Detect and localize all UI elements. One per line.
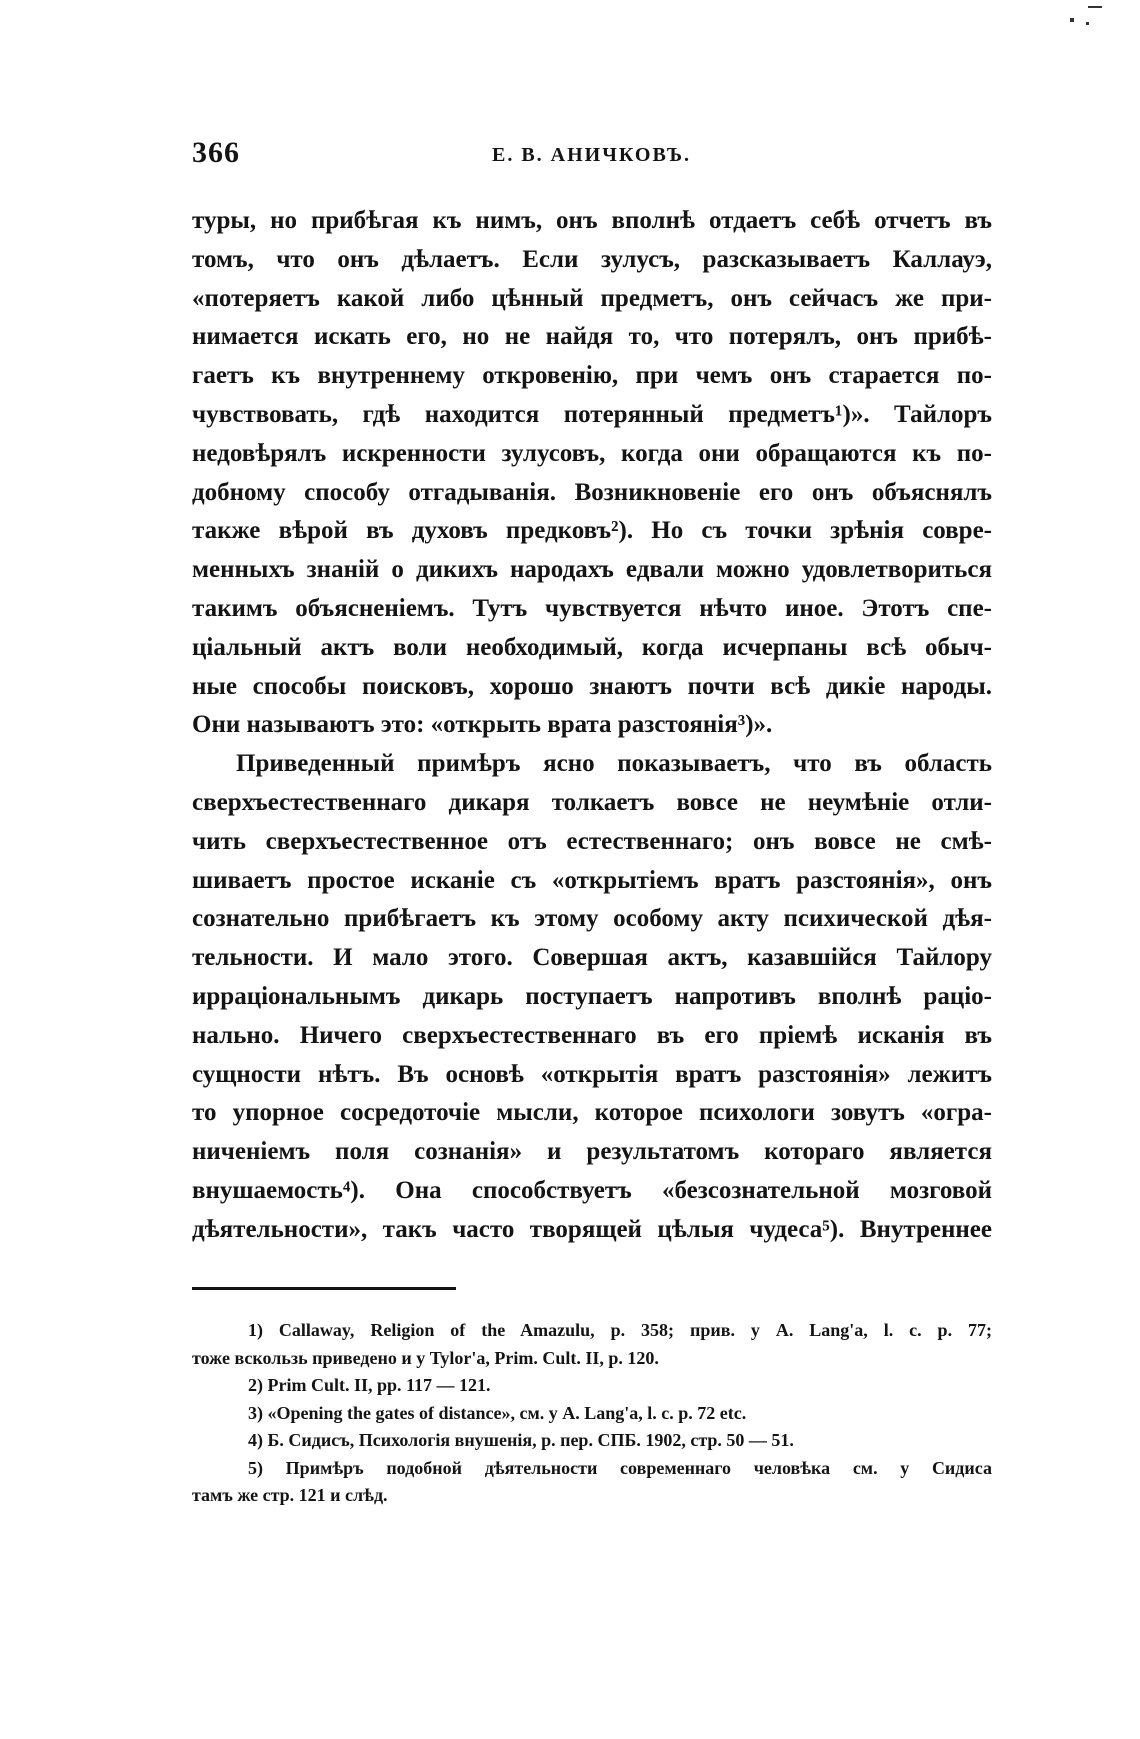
footnote-line: 5) Примѣръ подобной дѣятельности современнаго человѣка см. у Сидиса — [248, 1457, 992, 1478]
footnote-line: 2) Prim Cult. II, pp. 117 — 121. — [248, 1375, 491, 1395]
main-text — [192, 202, 992, 1250]
text-line: такимъ объясненіемъ. Тутъ чувствуется нѣчто иное. Этотъ спе- — [192, 594, 992, 622]
footnotes — [192, 1317, 992, 1510]
footnote-line: 3) «Opening the gates of distance», см. у A. Lang'a, l. c. p. 72 etc. — [248, 1402, 747, 1423]
text-line: «потеряетъ какой либо цѣнный предметъ, онъ сейчасъ же при- — [192, 284, 992, 312]
text-line: Они называютъ это: «открыть врата разстоянія³)». — [192, 711, 773, 739]
text-line: сущности нѣтъ. Въ основѣ «открытія вратъ разстоянія» лежитъ — [192, 1060, 992, 1088]
footnote-line: тамъ же стр. 121 и слѣд. — [192, 1485, 388, 1505]
text-line: ниченіемъ поля сознанія» и результатомъ котораго является — [192, 1138, 992, 1166]
page-header — [192, 136, 992, 176]
text-line: дѣятельности», такъ часто творящей цѣлыя чудеса⁵). Внутреннее — [192, 1215, 992, 1243]
text-line: томъ, что онъ дѣлаетъ. Если зулусъ, разсказываетъ Каллауэ, — [192, 245, 992, 273]
text-line: нально. Ничего сверхъестественнаго въ его пріемѣ исканія въ — [192, 1021, 992, 1049]
scan-artifact-mark — [1086, 22, 1089, 25]
text-line: чить сверхъестественное отъ естественнаго; онъ вовсе не смѣ- — [192, 827, 992, 855]
page-number: 366 — [192, 136, 240, 169]
scan-artifact-mark — [1088, 6, 1102, 8]
text-line: менныхъ знаній о дикихъ народахъ едвали можно удовлетвориться — [192, 556, 992, 584]
scan-artifact-mark — [1070, 18, 1074, 22]
text-line: чувствовать, гдѣ находится потерянный предметъ¹)». Тайлоръ — [192, 400, 992, 428]
footnote-line: тоже вскользь приведено и у Tylor'a, Prim. Cult. II, p. 120. — [192, 1347, 659, 1368]
text-line: то упорное сосредоточіе мысли, которое психологи зовутъ «огра- — [192, 1099, 992, 1127]
text-line: тельности. И мало этого. Совершая актъ, казавшійся Тайлору — [192, 944, 992, 972]
text-line: сверхъестественнаго дикаря толкаетъ вовсе не неумѣніе отли- — [192, 788, 992, 816]
text-line: туры, но прибѣгая къ нимъ, онъ вполнѣ отдаетъ себѣ отчетъ въ — [192, 207, 992, 234]
text-line: шиваетъ простое исканіе съ «открытіемъ вратъ разстоянія», онъ — [192, 866, 992, 894]
footnote-line: 1) Callaway, Religion of the Amazulu, p. 358; прив. у A. Lang'a, l. c. p. 77; — [248, 1320, 992, 1340]
running-head: Е. В. АНИЧКОВЪ. — [492, 144, 692, 166]
text-line: сознательно прибѣгаетъ къ этому особому акту психической дѣя- — [192, 905, 992, 933]
footnote-line: 4) Б. Сидисъ, Психологія внушенія, р. пер. СПБ. 1902, стр. 50 — 51. — [248, 1430, 794, 1450]
text-line: также вѣрой въ духовъ предковъ²). Но съ точки зрѣнія совре- — [192, 517, 992, 545]
text-line: добному способу отгадыванія. Возникновеніе его онъ объяснялъ — [192, 478, 992, 506]
text-line: гаетъ къ внутреннему откровенію, при чемъ онъ старается по- — [192, 362, 992, 390]
text-line: ціальный актъ воли необходимый, когда исчерпаны всѣ обыч- — [192, 633, 992, 661]
text-line: ные способы поисковъ, хорошо знаютъ почти всѣ дикіе народы. — [192, 672, 992, 700]
text-line: внушаемость⁴). Она способствуетъ «безсознательной мозговой — [192, 1176, 992, 1204]
text-line: нимается искать его, но не найдя то, что потерялъ, онъ прибѣ- — [192, 323, 992, 351]
footnote-divider — [192, 1287, 456, 1290]
text-line: недовѣрялъ искренности зулусовъ, когда они обращаются къ по- — [192, 439, 992, 467]
text-line: ирраціональнымъ дикарь поступаетъ напротивъ вполнѣ раціо- — [192, 982, 992, 1010]
paragraph-first-line: Приведенный примѣръ ясно показываетъ, что въ область — [236, 750, 992, 778]
